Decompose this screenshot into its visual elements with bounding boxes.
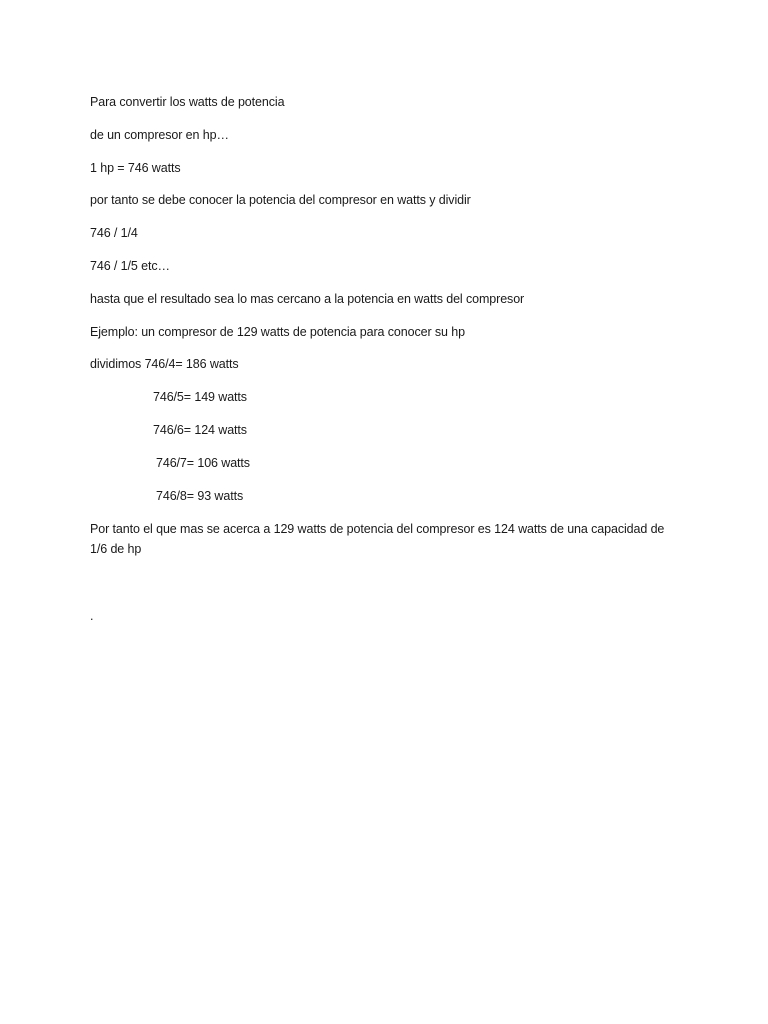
text-line: 746 / 1/5 etc… xyxy=(90,259,170,273)
text-line: hasta que el resultado sea lo mas cercano a la potencia en watts del compresor xyxy=(90,292,525,306)
text-line: por tanto se debe conocer la potencia del compresor en watts y dividir xyxy=(90,193,471,207)
text-line: Ejemplo: un compresor de 129 watts de potencia para conocer su hp xyxy=(90,325,465,339)
text-line: 746/7= 106 watts xyxy=(156,456,250,470)
text-line: 746/8= 93 watts xyxy=(156,489,244,503)
text-line: dividimos 746/4= 186 watts xyxy=(90,357,239,371)
text-line: 746/5= 149 watts xyxy=(153,390,247,404)
text-line: 1 hp = 746 watts xyxy=(90,161,181,175)
text-line: de un compresor en hp… xyxy=(90,128,229,142)
text-line: 746/6= 124 watts xyxy=(153,423,247,437)
text-paragraph: Por tanto el que mas se acerca a 129 watts de potencia del compresor es 124 watts de una capacidad de 1/6 de hp xyxy=(90,522,665,556)
text-line: . xyxy=(90,609,94,623)
text-line: 746 / 1/4 xyxy=(90,226,138,240)
text-line: Para convertir los watts de potencia xyxy=(90,95,285,109)
